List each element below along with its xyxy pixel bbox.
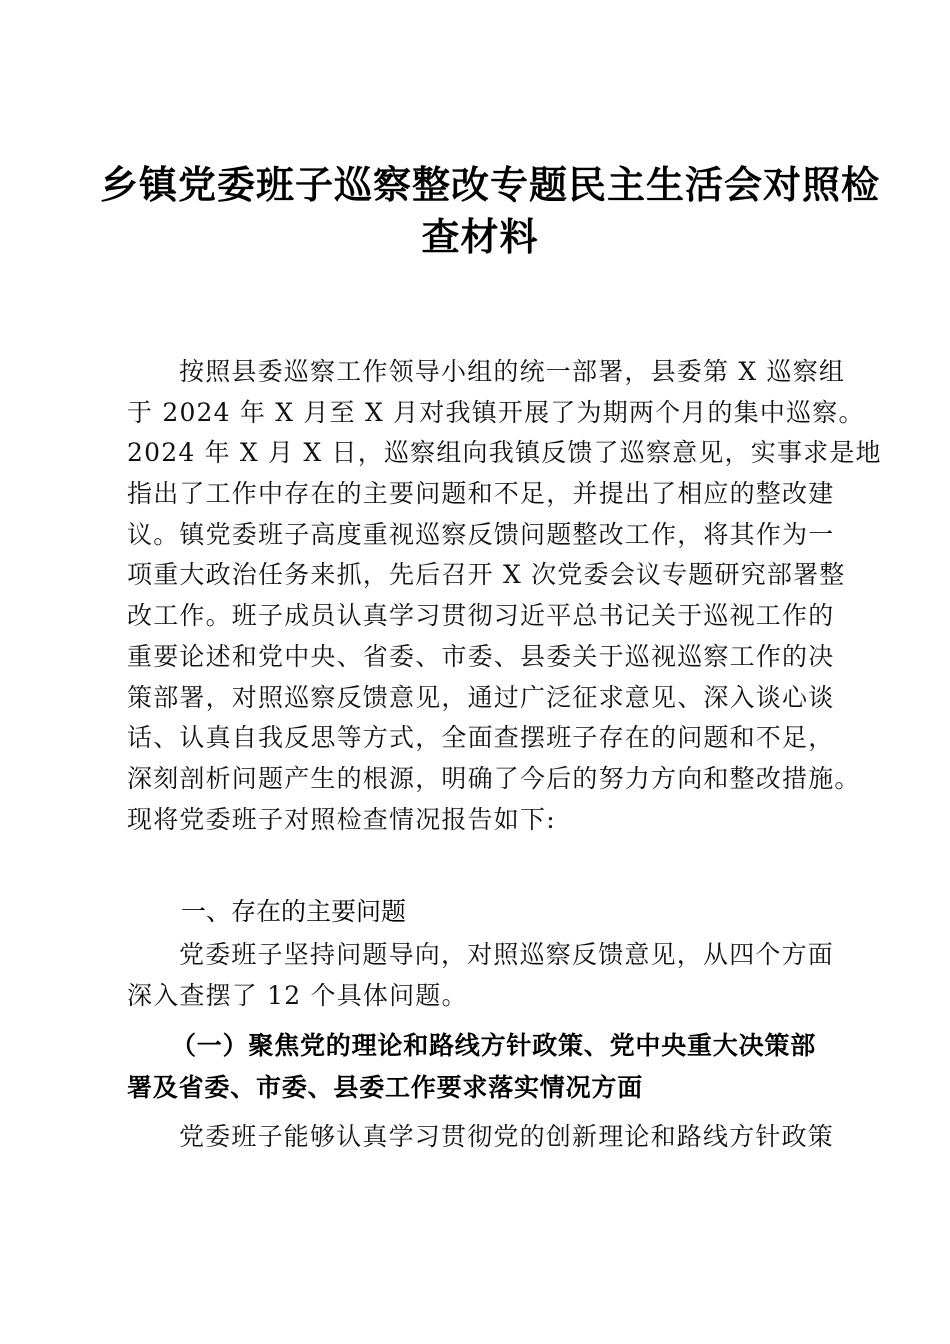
title-line-1: 乡镇党委班子巡察整改专题民主生活会对照检 bbox=[100, 162, 881, 207]
subsection-1-line: 党委班子能够认真学习贯彻党的创新理论和路线方针政策 bbox=[179, 1122, 835, 1151]
section-1-line: 深入查摆了 12 个具体问题。 bbox=[127, 981, 468, 1010]
subsection-heading-line: 署及省委、市委、县委工作要求落实情况方面 bbox=[127, 1073, 644, 1102]
section-1-paragraph bbox=[127, 935, 837, 1017]
document-title bbox=[100, 159, 881, 263]
section-heading-problems: 一、存在的主要问题 bbox=[181, 897, 407, 926]
intro-line: 策部署，对照巡察反馈意见，通过广泛征求意见、深入谈心谈 bbox=[127, 682, 835, 712]
intro-paragraph bbox=[127, 352, 882, 840]
intro-line: 改工作。班子成员认真学习贯彻习近平总书记关于巡视工作的 bbox=[127, 601, 835, 631]
intro-line: 按照县委巡察工作领导小组的统一部署，县委第 X 巡察组 bbox=[179, 357, 846, 386]
intro-line: 2024 年 X 月 X 日，巡察组向我镇反馈了巡察意见，实事求是地 bbox=[127, 438, 882, 468]
intro-line: 议。镇党委班子高度重视巡察反馈问题整改工作，将其作为一 bbox=[127, 519, 835, 549]
section-1-line: 党委班子坚持问题导向，对照巡察反馈意见，从四个方面 bbox=[179, 940, 835, 969]
subsection-heading-1 bbox=[127, 1025, 847, 1109]
intro-line: 重要论述和党中央、省委、市委、县委关于巡视巡察工作的决 bbox=[127, 641, 835, 671]
subsection-1-paragraph bbox=[127, 1117, 837, 1158]
title-line-2: 查材料 bbox=[421, 214, 539, 259]
subsection-heading-line: （一）聚焦党的理论和路线方针政策、党中央重大决策部 bbox=[171, 1031, 817, 1060]
intro-line: 现将党委班子对照检查情况报告如下: bbox=[127, 804, 556, 834]
intro-line: 指出了工作中存在的主要问题和不足，并提出了相应的整改建 bbox=[127, 479, 835, 509]
intro-line: 于 2024 年 X 月至 X 月对我镇开展了为期两个月的集中巡察。 bbox=[127, 397, 865, 427]
intro-line: 深刻剖析问题产生的根源，明确了今后的努力方向和整改措施。 bbox=[127, 763, 861, 793]
intro-line: 话、认真自我反思等方式，全面查摆班子存在的问题和不足， bbox=[127, 723, 835, 753]
intro-line: 项重大政治任务来抓，先后召开 X 次党委会议专题研究部署整 bbox=[127, 560, 846, 590]
